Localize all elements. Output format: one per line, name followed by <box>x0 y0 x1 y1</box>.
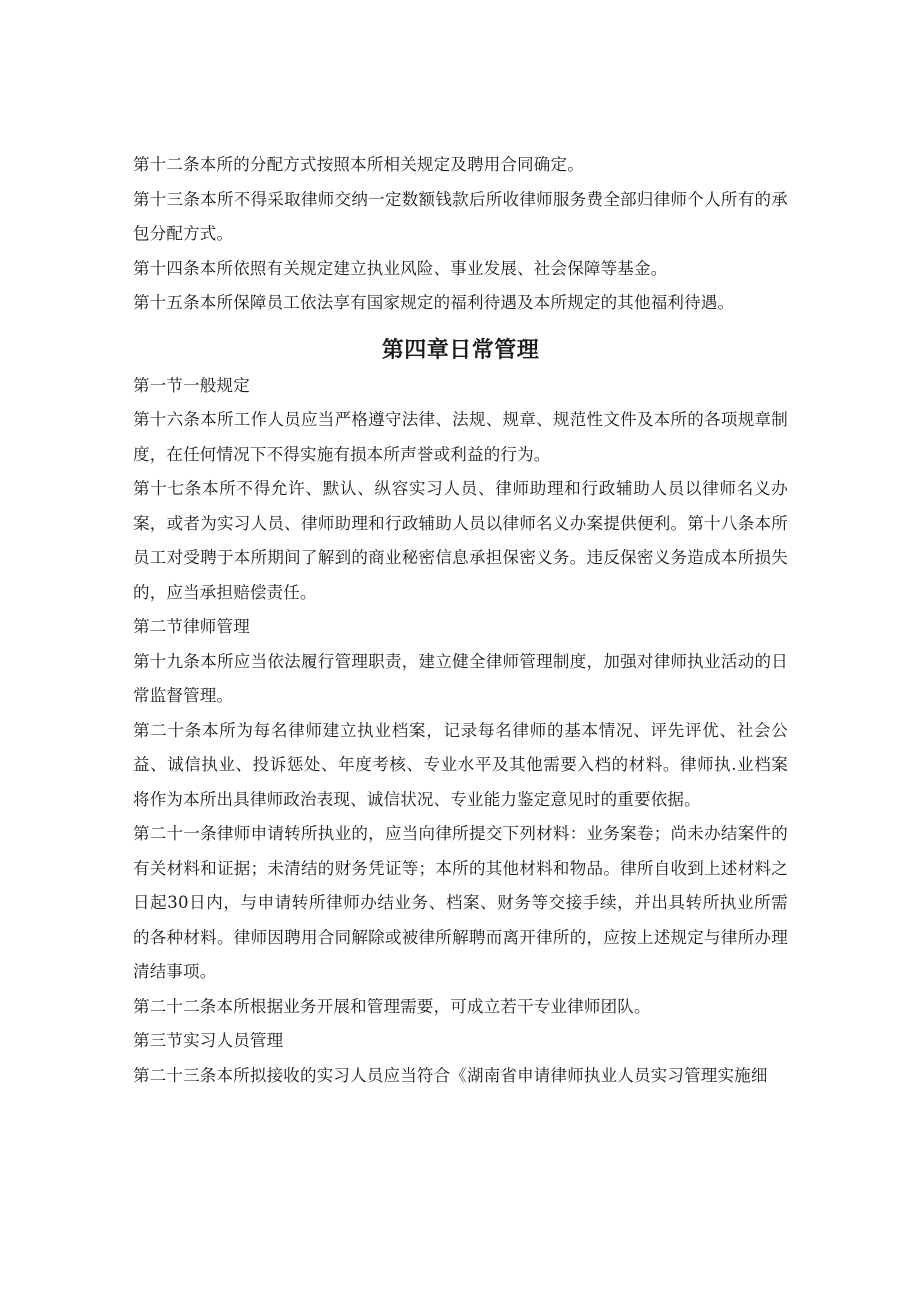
article-17-18: 第十七条本所不得允许、默认、纵容实习人员、律师助理和行政辅助人员以律师名义办案，或者为实习人员、律师助理和行政辅助人员以律师名义办案提供便利。第十八条本所员工对受聘于本所期间了解到的商业秘密信息承担保密义务。违反保密义务造成本所损失的，应当承担赔偿责任。 <box>133 479 788 602</box>
article-19: 第十九条本所应当依法履行管理职责，建立健全律师管理制度，加强对律师执业活动的日常监督管理。 <box>133 651 788 705</box>
article-22: 第二十二条本所根据业务开展和管理需要，可成立若干专业律师团队。 <box>133 996 651 1016</box>
article-21: 第二十一条律师申请转所执业的，应当向律所提交下列材料：业务案卷；尚未办结案件的有关材料和证据；未清结的财务凭证等；本所的其他材料和物品。律所自收到上述材料之日起30日内，与申请转所律师办结业务、档案、财务等交接手续，并出具转所执业所需的各种材料。律师因聘用合同解除或被律所解聘而离开律所的，应按上述规定与律所办理清结事项。 <box>133 824 788 981</box>
article-16: 第十六条本所工作人员应当严格遵守法律、法规、规章、规范性文件及本所的各项规章制度，在任何情况下不得实施有损本所声誉或利益的行为。 <box>133 410 788 464</box>
article-20: 第二十条本所为每名律师建立执业档案，记录每名律师的基本情况、评先评优、社会公益、诚信执业、投诉惩处、年度考核、专业水平及其他需要入档的材料。律师执.业档案将作为本所出具律师政治表现、诚信状况、专业能力鉴定意见时的重要依据。 <box>133 720 788 809</box>
article-15: 第十五条本所保障员工依法享有国家规定的福利待遇及本所规定的其他福利待遇。 <box>133 293 735 312</box>
article-13: 第十三条本所不得采取律师交纳一定数额钱款后所收律师服务费全部归律师个人所有的承包分配方式。 <box>133 189 788 243</box>
section-heading-1: 第一节一般规定 <box>133 375 250 395</box>
article-12: 第十二条本所的分配方式按照本所相关规定及聘用合同确定。 <box>133 155 584 174</box>
chapter-title: 第四章日常管理 <box>381 336 540 363</box>
document-body <box>133 148 788 1093</box>
section-heading-3: 第三节实习人员管理 <box>133 1031 284 1050</box>
section-heading-2: 第二节律师管理 <box>133 617 250 636</box>
article-14: 第十四条本所依照有关规定建立执业风险、事业发展、社会保障等基金。 <box>133 258 668 278</box>
article-23: 第二十三条本所拟接收的实习人员应当符合《湖南省申请律师执业人员实习管理实施细 <box>133 1065 768 1085</box>
